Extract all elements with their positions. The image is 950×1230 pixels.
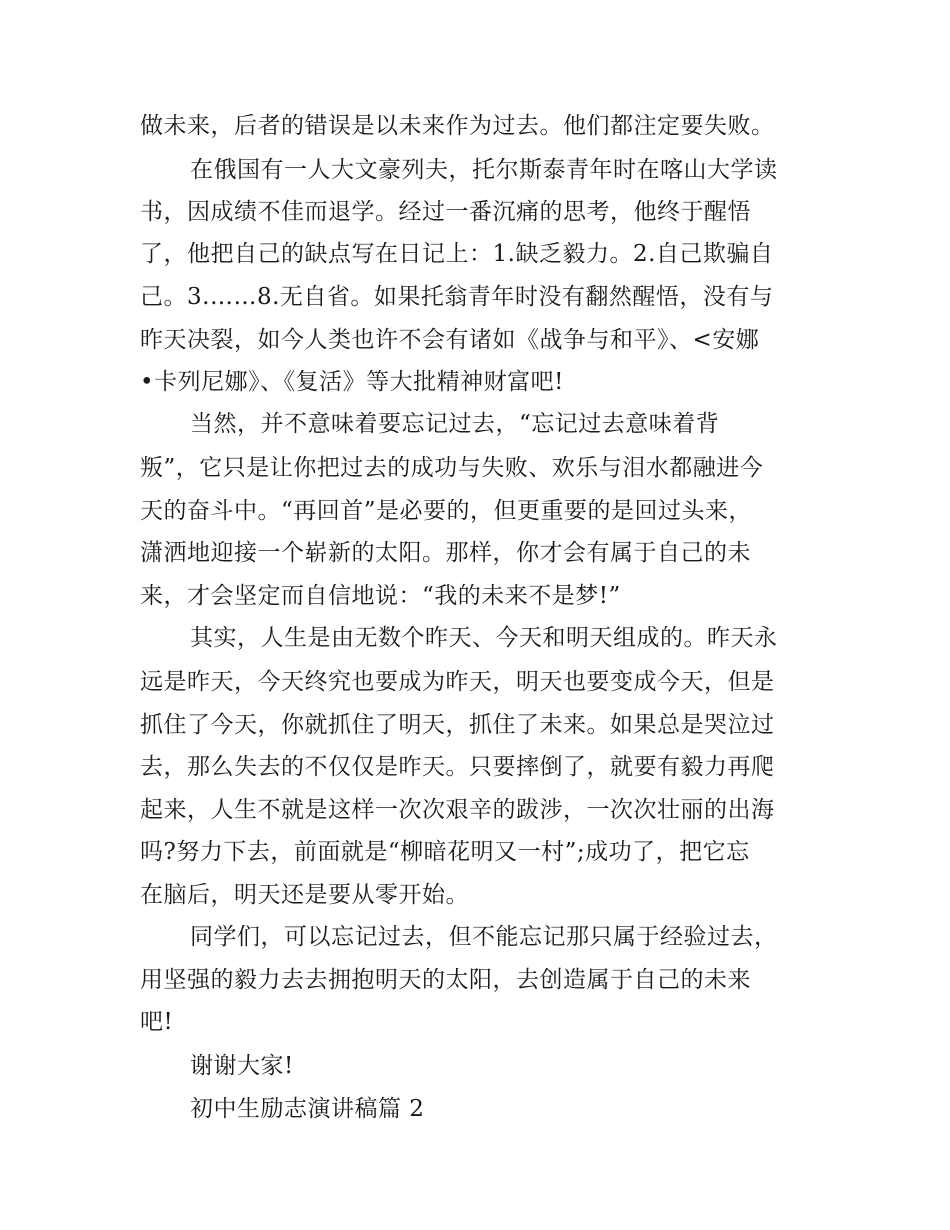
text-line: 抓住了今天，你就抓住了明天，抓住了未来。如果总是哭泣过 — [140, 712, 775, 738]
text-line: 用坚强的毅力去去拥抱明天的太阳，去创造属于自己的未来 — [140, 967, 751, 993]
text-line: 书，因成绩不佳而退学。经过一番沉痛的思考，他终于醒悟 — [140, 199, 751, 225]
text-line: 吧! — [140, 1009, 174, 1035]
text-line: 起来，人生不就是这样一次次艰辛的跋涉，一次次壮丽的出海 — [140, 797, 775, 823]
text-line: 潇洒地迎接一个崭新的太阳。那样，你才会有属于自己的未 — [140, 540, 751, 566]
text-line: 做未来，后者的错误是以未来作为过去。他们都注定要失败。 — [140, 113, 775, 139]
text-line: 叛”，它只是让你把过去的成功与失败、欢乐与泪水都融进今 — [140, 455, 764, 481]
text-line: 远是昨天，今天终究也要成为昨天，明天也要变成今天，但是 — [140, 669, 775, 695]
section-heading: 初中生励志演讲稿篇 2 — [190, 1096, 425, 1122]
text-line: 吗?努力下去，前面就是“柳暗花明又一村”;成功了，把它忘 — [140, 839, 750, 865]
text-line: 己。3.……8.无自省。如果托翁青年时没有翻然醒悟，没有与 — [140, 284, 774, 310]
paragraph-start-line: 同学们，可以忘记过去，但不能忘记那只属于经验过去， — [190, 924, 778, 950]
text-line: 来，才会坚定而自信地说：“我的未来不是梦!” — [140, 583, 621, 609]
closing-line: 谢谢大家! — [190, 1053, 294, 1079]
text-line: •卡列尼娜》、《复活》等大批精神财富吧! — [140, 369, 564, 395]
text-line: 昨天决裂，如今人类也许不会有诸如《战争与和平》、<安娜 — [140, 327, 760, 353]
text-line: 天的奋斗中。“再回首”是必要的，但更重要的是回过头来， — [140, 498, 753, 524]
text-line: 了，他把自己的缺点写在日记上：1.缺乏毅力。2.自己欺骗自 — [140, 241, 774, 267]
text-line: 去，那么失去的不仅仅是昨天。只要摔倒了，就要有毅力再爬 — [140, 754, 775, 780]
paragraph-start-line: 其实，人生是由无数个昨天、今天和明天组成的。昨天永 — [190, 625, 778, 651]
text-line: 在脑后，明天还是要从零开始。 — [140, 882, 469, 908]
paragraph-start-line: 当然，并不意味着要忘记过去，“忘记过去意味着背 — [190, 411, 720, 437]
paragraph-start-line: 在俄国有一人大文豪列夫，托尔斯泰青年时在喀山大学读 — [190, 157, 778, 183]
